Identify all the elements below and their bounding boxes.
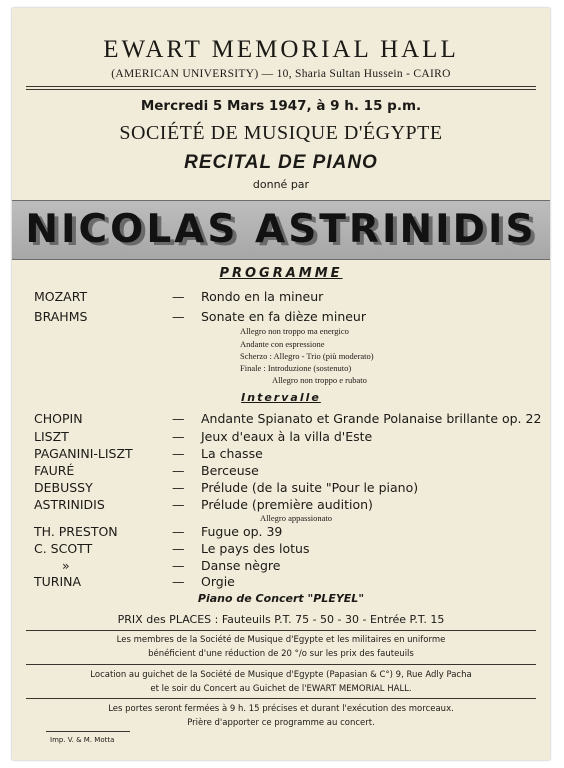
work-title: Jeux d'eaux à la villa d'Este xyxy=(201,429,373,444)
given-by: donné par xyxy=(252,178,310,191)
printer-credit: Imp. V. & M. Motta xyxy=(50,736,115,744)
tempo-marking: Allegro appassionato xyxy=(260,513,332,523)
composer: MOZART xyxy=(34,289,88,304)
composer: FAURÉ xyxy=(34,463,75,478)
recital-title: RECITAL DE PIANO xyxy=(184,152,378,173)
composer: » xyxy=(62,558,70,573)
piano-note: Piano de Concert "PLEYEL" xyxy=(197,592,365,605)
divider xyxy=(26,664,536,665)
doors-notice-line: Prière d'apporter ce programme au concert. xyxy=(187,718,375,728)
composer: CHOPIN xyxy=(34,411,83,426)
dash: — xyxy=(172,541,185,556)
composer: BRAHMS xyxy=(34,309,88,324)
dash: — xyxy=(172,480,185,495)
work-title: La chasse xyxy=(201,446,263,461)
venue-title: EWART MEMORIAL HALL xyxy=(103,36,459,63)
composer: TURINA xyxy=(34,574,82,589)
dash: — xyxy=(172,309,185,324)
composer: ASTRINIDIS xyxy=(34,497,105,512)
work-title: Rondo en la mineur xyxy=(201,289,324,304)
composer: PAGANINI-LISZT xyxy=(34,446,133,461)
dash: — xyxy=(172,446,185,461)
concert-program-sheet xyxy=(12,8,550,760)
divider xyxy=(26,86,536,87)
dash: — xyxy=(172,574,185,589)
society-name: SOCIÉTÉ DE MUSIQUE D'ÉGYPTE xyxy=(119,122,443,144)
dash: — xyxy=(172,524,185,539)
dash: — xyxy=(172,558,185,573)
intermission-heading: Intervalle xyxy=(241,391,321,404)
work-title: Prélude (de la suite "Pour le piano) xyxy=(201,480,419,495)
work-title: Danse nègre xyxy=(201,558,281,573)
dash: — xyxy=(172,289,185,304)
concert-date: Mercredi 5 Mars 1947, à 9 h. 15 p.m. xyxy=(140,98,422,114)
divider xyxy=(46,731,130,732)
artist-name: NICOLAS ASTRINIDIS xyxy=(25,207,537,252)
divider xyxy=(26,698,536,699)
dash: — xyxy=(172,497,185,512)
composer: C. SCOTT xyxy=(34,541,93,556)
work-title: Andante Spianato et Grande Polanaise brillante op. 22 xyxy=(201,411,542,426)
movement: Andante con espressione xyxy=(240,339,325,349)
dash: — xyxy=(172,411,185,426)
doors-notice-line: Les portes seront fermées à 9 h. 15 précises et durant l'exécution des morceaux. xyxy=(108,704,454,714)
booking-notice-line: Location au guichet de la Société de Musique d'Egypte (Papasian & C°) 9, Rue Adly Pacha xyxy=(90,670,472,680)
divider xyxy=(26,630,536,631)
dash: — xyxy=(172,463,185,478)
ticket-prices: PRIX des PLACES : Fauteuils P.T. 75 - 50 - 30 - Entrée P.T. 15 xyxy=(117,613,445,626)
composer: LISZT xyxy=(34,429,69,444)
movement: Allegro non troppo e rubato xyxy=(272,375,367,385)
dash: — xyxy=(172,429,185,444)
work-title: Sonate en fa dièze mineur xyxy=(201,309,366,324)
movement: Scherzo : Allegro - Trio (più moderato) xyxy=(240,351,374,361)
discount-notice-line: bénéficient d'une réduction de 20 °/o sur les prix des fauteuils xyxy=(148,649,414,659)
composer: TH. PRESTON xyxy=(34,524,118,539)
venue-address: (AMERICAN UNIVERSITY) — 10, Sharia Sultan Hussein - CAIRO xyxy=(111,68,451,80)
work-title: Orgie xyxy=(201,574,235,589)
work-title: Le pays des lotus xyxy=(201,541,310,556)
work-title: Berceuse xyxy=(201,463,259,478)
booking-notice-line: et le soir du Concert au Guichet de l'EWART MEMORIAL HALL. xyxy=(150,684,412,694)
movement: Finale : Introduzione (sostenuto) xyxy=(240,363,352,373)
artist-banner xyxy=(12,200,550,260)
programme-heading: PROGRAMME xyxy=(219,266,343,281)
work-title: Prélude (première audition) xyxy=(201,497,373,512)
discount-notice-line: Les membres de la Société de Musique d'Egypte et les militaires en uniforme xyxy=(116,635,446,645)
divider xyxy=(26,89,536,90)
composer: DEBUSSY xyxy=(34,480,93,495)
movement: Allegro non troppo ma energico xyxy=(240,326,349,336)
work-title: Fugue op. 39 xyxy=(201,524,283,539)
